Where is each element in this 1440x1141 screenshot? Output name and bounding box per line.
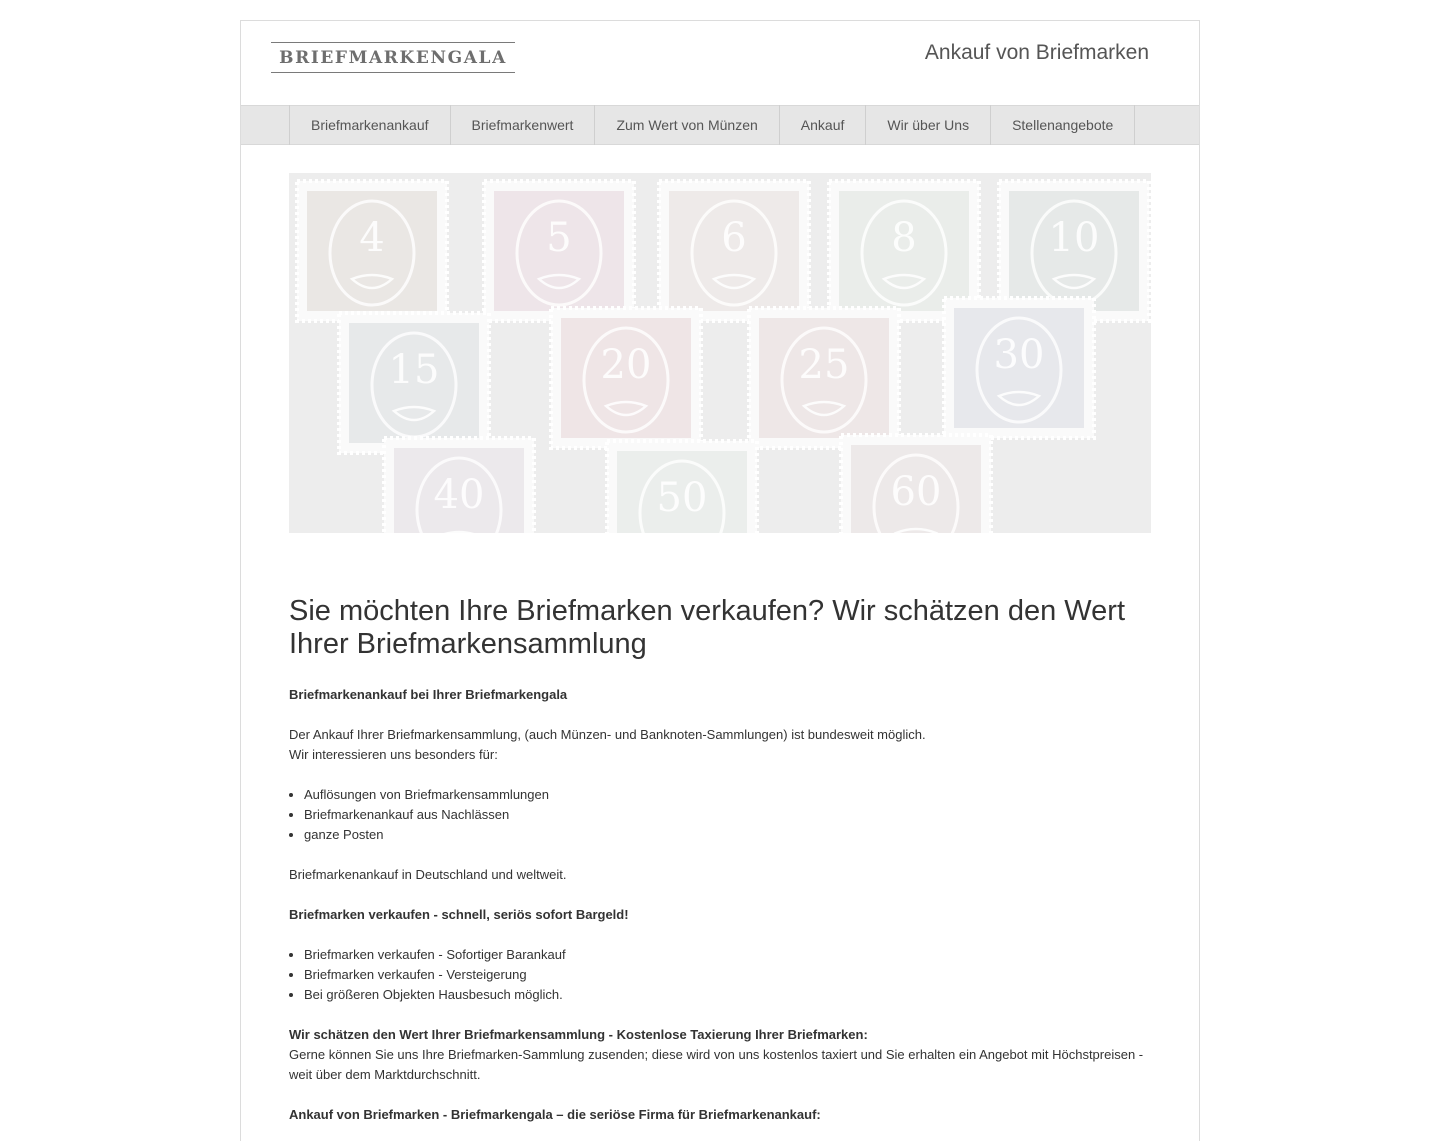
intro-heading: Briefmarkenankauf bei Ihrer Briefmarkengala [289,687,568,702]
worldwide-paragraph: Briefmarkenankauf in Deutschland und weltweit. [289,867,567,882]
list-item: • Briefmarken verkaufen - Versteigerung [304,965,1151,985]
nav-item-wir-ueber-uns[interactable]: Wir über Uns [866,105,991,145]
page-heading: Sie möchten Ihre Briefmarken verkaufen? Wir schätzen den Wert Ihrer Briefmarkensammlung [289,595,1126,660]
nav-item-briefmarkenankauf[interactable]: Briefmarkenankauf [290,105,451,145]
list-item: • Briefmarkenankauf aus Nachlässen [304,805,1151,825]
stamp-value: 25 [798,342,850,388]
appraisal-heading: Wir schätzen den Wert Ihrer Briefmarkensammlung - Kostenlose Taxierung Ihrer Briefmarken: [289,1027,868,1042]
stamp-value: 5 [546,215,572,261]
stamp-value: 8 [891,215,917,261]
stamp-value: 10 [1048,215,1100,261]
stamp-value: 6 [721,215,747,261]
stamp-value: 50 [656,475,708,521]
stamp-value: 20 [600,342,652,388]
interests-list [289,785,1151,845]
stamp-value: 4 [359,215,385,261]
logo-text: BRIEFMARKENGALA [279,47,507,68]
site-tagline: Ankauf von Briefmarken [924,41,1149,64]
nav-item-briefmarkenwert[interactable]: Briefmarkenwert [451,105,596,145]
nav-item-ankauf[interactable]: Ankauf [780,105,867,145]
stamps-illustration [289,173,1151,533]
stamp-value: 15 [388,347,440,393]
company-heading: Ankauf von Briefmarken - Briefmarkengala – die seriöse Firma für Briefmarkenankauf: [289,1107,821,1122]
stamp-value: 60 [890,469,942,515]
page-container [240,20,1200,1141]
appraisal-paragraph [289,1025,1151,1085]
list-item: • Bei größeren Objekten Hausbesuch möglich. [304,985,1151,1005]
nav-item-stellenangebote[interactable]: Stellenangebote [991,105,1135,145]
list-item: • Briefmarken verkaufen - Sofortiger Barankauf [304,945,1151,965]
intro-paragraph [289,725,1151,765]
nav-list [289,105,1135,145]
list-item: • ganze Posten [304,825,1151,845]
intro-line-2: Wir interessieren uns besonders für: [289,747,498,762]
nav-item-muenzen[interactable]: Zum Wert von Münzen [595,105,779,145]
main-content [289,595,1151,1141]
hero-stamps-image [289,173,1151,533]
list-item: • Auflösungen von Briefmarkensammlungen [304,785,1151,805]
appraisal-text: Gerne können Sie uns Ihre Briefmarken-Sammlung zusenden; diese wird von uns kostenlos taxiert und Sie erhalten ein Angebot mit Höchstpreisen - weit über dem Marktdurchschnitt. [289,1047,1144,1082]
main-navigation [241,105,1199,145]
stamp-value: 30 [993,332,1045,378]
intro-line-1: Der Ankauf Ihrer Briefmarkensammlung, (auch Münzen- und Banknoten-Sammlungen) ist bundesweit möglich. [289,727,926,742]
site-logo[interactable] [271,42,515,73]
sell-heading: Briefmarken verkaufen - schnell, seriös sofort Bargeld! [289,907,629,922]
stamp-value: 40 [433,472,485,518]
sell-options-list [289,945,1151,1005]
